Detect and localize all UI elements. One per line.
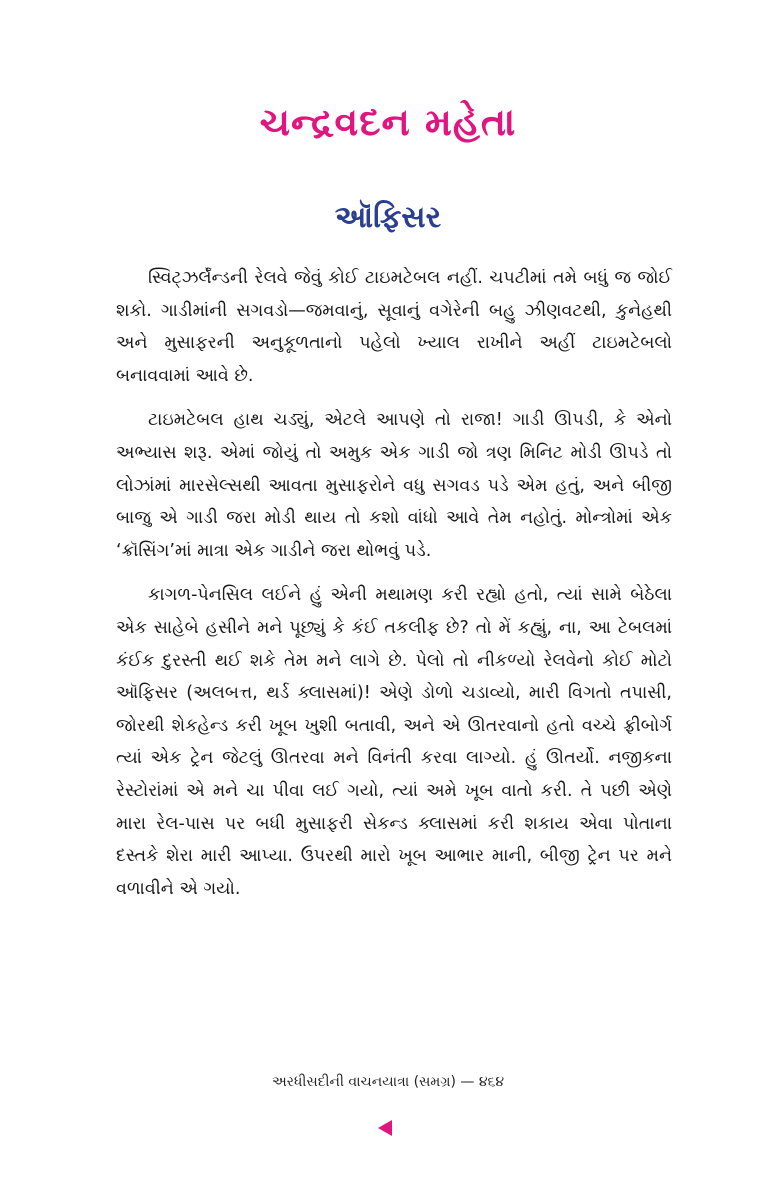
body-text [116, 262, 672, 917]
paragraph-3: કાગળ-પેનસિલ લઈને હું એની મથામણ કરી રહ્યો હતો, ત્યાં સામે બેઠેલા એક સાહેબે હસીને મને પૂછ્યું કે કંઈ તકલીફ છે? તો મેં કહ્યું, ના, આ ટેબલમાં કંઈક દુરસ્તી થઈ શકે તેમ મને લાગે છે. પેલો તો નીકળ્યો રેલવેનો કોઈ મોટો ઑફિસર (અલબત્ત, થર્ડ ક્લાસમાં)! એણે ડોળો ચડાવ્યો, મારી વિગતો તપાસી, જોરથી શેકહેન્ડ કરી ખૂબ ખુશી બતાવી, અને એ ઊતરવાનો હતો વચ્ચે ફ્રીબોર્ગ ત્યાં એક ટ્રેન જેટલું ઊતરવા મને વિનંતી કરવા લાગ્યો. હું ઊતર્યો. નજીકના રેસ્ટોરાંમાં એ મને ચા પીવા લઈ ગયો, ત્યાં અમે ખૂબ વાતો કરી. તે પછી એણે મારા રેલ-પાસ પર બધી મુસાફરી સેકન્ડ ક્લાસમાં કરી શકાય એવા પોતાના દસ્તકે શેરા મારી આપ્યા. ઉપરથી મારો ખૂબ આભાર માની, બીજી ટ્રેન પર મને વળાવીને એ ગયો. [116, 585, 672, 899]
page-footer: અરધીસદીની વાચનયાત્રા (સમગ્ર) — ૪૬૪ [271, 1074, 505, 1090]
paragraph-2: ટાઇમટેબલ હાથ ચડ્યું, એટલે આપણે તો રાજા! ગાડી ઊપડી, કે એનો અભ્યાસ શરૂ. એમાં જોયું તો અમુક એક ગાડી જો ત્રણ મિનિટ મોડી ઊપડે તો લોઝાંમાં મારસેલ્સથી આવતા મુસાફરોને વધુ સગવડ પડે એમ હતું, અને બીજી બાજુ એ ગાડી જરા મોડી થાય તો કશો વાંધો આવે તેમ નહોતું. મોન્ત્રોમાં એક ‘ક્રૉસિંગ’માં માત્રા એક ગાડીને જરા થોભવું પડે. [116, 410, 672, 561]
previous-page-icon[interactable] [378, 1120, 392, 1136]
paragraph-1: સ્વિટ્ઝર્લૅન્ડની રેલવે જેવું કોઈ ટાઇમટેબલ નહીં. ચપટીમાં તમે બધું જ જોઈ શકો. ગાડીમાંની સગવડો—જમવાનું, સૂવાનું વગેરેની બહુ ઝીણવટથી, કુનેહથી અને મુસાફરની અનુકૂળતાનો પહેલો ખ્યાલ રાખીને અહીં ટાઇમટેબલો બનાવવામાં આવે છે. [116, 268, 672, 386]
chapter-title: ઑફિસર [334, 200, 442, 235]
author-name: ચન્દ્રવદન મહેતા [259, 100, 517, 144]
